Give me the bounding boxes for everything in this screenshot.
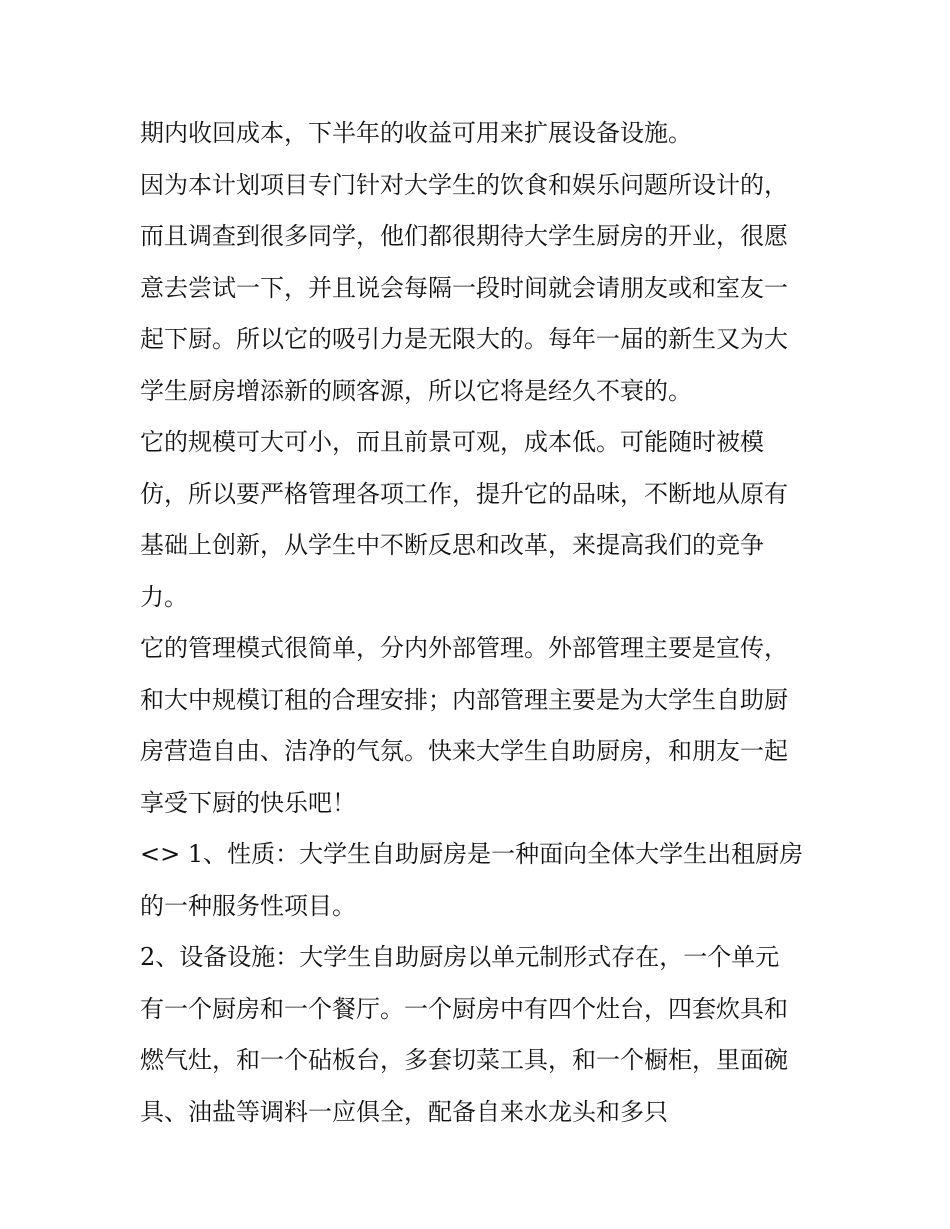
text-line: 它的规模可大可小，而且前景可观，成本低。可能随时被模	[140, 428, 764, 456]
text-line: 的一种服务性项目。	[140, 891, 356, 920]
text-line: 燃气灶，和一个砧板台，多套切菜工具，和一个橱柜，里面碗	[140, 1046, 788, 1074]
text-line: 因为本计划项目专门针对大学生的饮食和娱乐问题所设计的，	[140, 170, 788, 199]
text-line: 有一个厨房和一个餐厅。一个厨房中有四个灶台，四套炊具和	[140, 994, 788, 1023]
text-line: 享受下厨的快乐吧！	[140, 788, 356, 817]
document-body	[140, 108, 820, 1138]
text-line: 2、设备设施：大学生自助厨房以单元制形式存在，一个单元	[140, 943, 780, 971]
text-line: 而且调查到很多同学，他们都很期待大学生厨房的开业，很愿	[140, 222, 788, 250]
text-line: 和大中规模订租的合理安排；内部管理主要是为大学生自助厨	[140, 685, 788, 714]
text-line: 具、油盐等调料一应俱全，配备自来水龙头和多只	[140, 1097, 668, 1126]
text-line: 它的管理模式很简单，分内外部管理。外部管理主要是宣传，	[140, 634, 788, 662]
text-line: 期内收回成本，下半年的收益可用来扩展设备设施。	[140, 119, 692, 147]
text-line: 起下厨。所以它的吸引力是无限大的。每年一届的新生又为大	[140, 325, 788, 353]
text-line: 仿，所以要严格管理各项工作，提升它的品味，不断地从原有	[140, 479, 788, 508]
text-line: 基础上创新，从学生中不断反思和改革，来提高我们的竞争	[140, 531, 764, 559]
text-line: 学生厨房增添新的顾客源，所以它将是经久不衰的。	[140, 376, 692, 405]
text-line: 意去尝试一下，并且说会每隔一段时间就会请朋友或和室友一	[140, 273, 788, 302]
text-line: 力。	[140, 582, 188, 611]
text-line: 房营造自由、洁净的气氛。快来大学生自助厨房，和朋友一起	[140, 737, 788, 765]
text-line: <> 1、性质：大学生自助厨房是一种面向全体大学生出租厨房	[140, 840, 804, 868]
